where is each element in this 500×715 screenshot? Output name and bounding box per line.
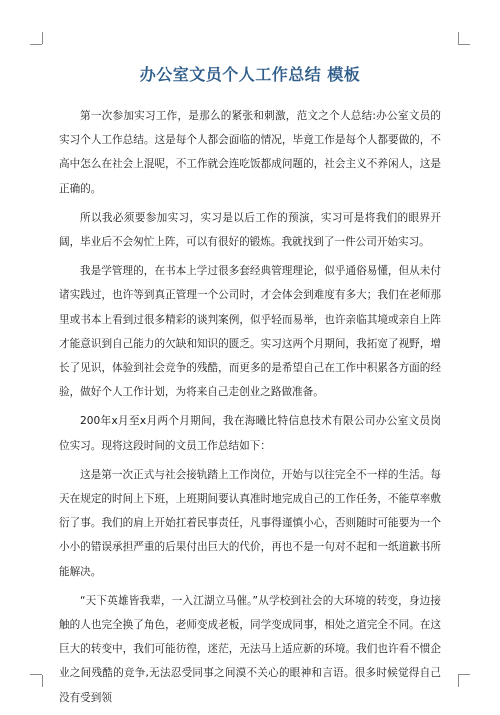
crop-mark-bottom-left-v: [42, 675, 43, 687]
crop-mark-top-right-v: [458, 32, 459, 44]
paragraph-3: 我是学管理的，在书本上学过很多套经典管理理论，似乎通俗易懂，但从未付诸实践过，也许等到真正管理一个公司时，才会体会到难度有多大；我们在老师那里或书本上看到过很多精彩的谈判案例，似乎轻而易举，也许亲临其境或亲自上阵才能意识到自己能力的欠缺和知识的匮乏。实习这两个月期间，我拓宽了视野，增长了见识，体验到社会竞争的残酷，而更多的是希望自己在工作中积累各方面的经验，做好个人工作计划，为将来自己走创业之路做准备。: [59, 265, 441, 399]
crop-mark-bottom-left-h: [30, 674, 42, 675]
crop-mark-bottom-right-v: [458, 675, 459, 687]
crop-mark-bottom-right-h: [458, 674, 470, 675]
crop-mark-top-left-v: [42, 32, 43, 44]
crop-mark-top-right-h: [458, 44, 470, 45]
document-body: [59, 104, 441, 715]
crop-mark-top-left-h: [30, 44, 42, 45]
paragraph-4: 200年x月至x月两个月期间，我在海曦比特信息技术有限公司办公室文员岗位实习。现将这段时间的文员工作总结如下：: [59, 415, 441, 452]
paragraph-1: 第一次参加实习工作，是那么的紧张和刺激，范文之个人总结:办公室文员的实习个人工作总结。这是每个人都会面临的情况，毕竟工作是每个人都要做的，不高中怎么在社会上混呢，不工作就会连吃饭都成问题的，社会主义不养闲人，这是正确的。: [59, 110, 441, 195]
paragraph-2: 所以我必须要参加实习，实习是以后工作的预演，实习可是将我们的眼界开阔，毕业后不会匆忙上阵，可以有很好的锻炼。我就找到了一件公司开始实习。: [59, 211, 441, 249]
paragraph-6: “天下英雄皆我辈，一入江湖立马催。”从学校到社会的大环境的转变，身边接触的人也完全换了角色，老师变成老板，同学变成同事，相处之道完全不同。在这巨大的转变中，我们可能彷徨，迷茫，无法马上适应新的环境。我们也许看不惯企业之间残酷的竞争,无法忍受同事之间漠不关心的眼神和言语。很多时候觉得自己没有受到领: [59, 594, 441, 704]
paragraph-5: 这是第一次正式与社会接轨踏上工作岗位，开始与以往完全不一样的生活。每天在规定的时间上下班，上班期间要认真准时地完成自己的工作任务，不能草率敷衍了事。我们的肩上开始扛着民事责任，凡事得谨慎小心，否则随时可能要为一个小小的错误承担严重的后果付出巨大的代价，再也不是一句对不起和一纸道歉书所能解决。: [59, 468, 441, 578]
document-title: 办公室文员个人工作总结 模板: [139, 65, 361, 84]
